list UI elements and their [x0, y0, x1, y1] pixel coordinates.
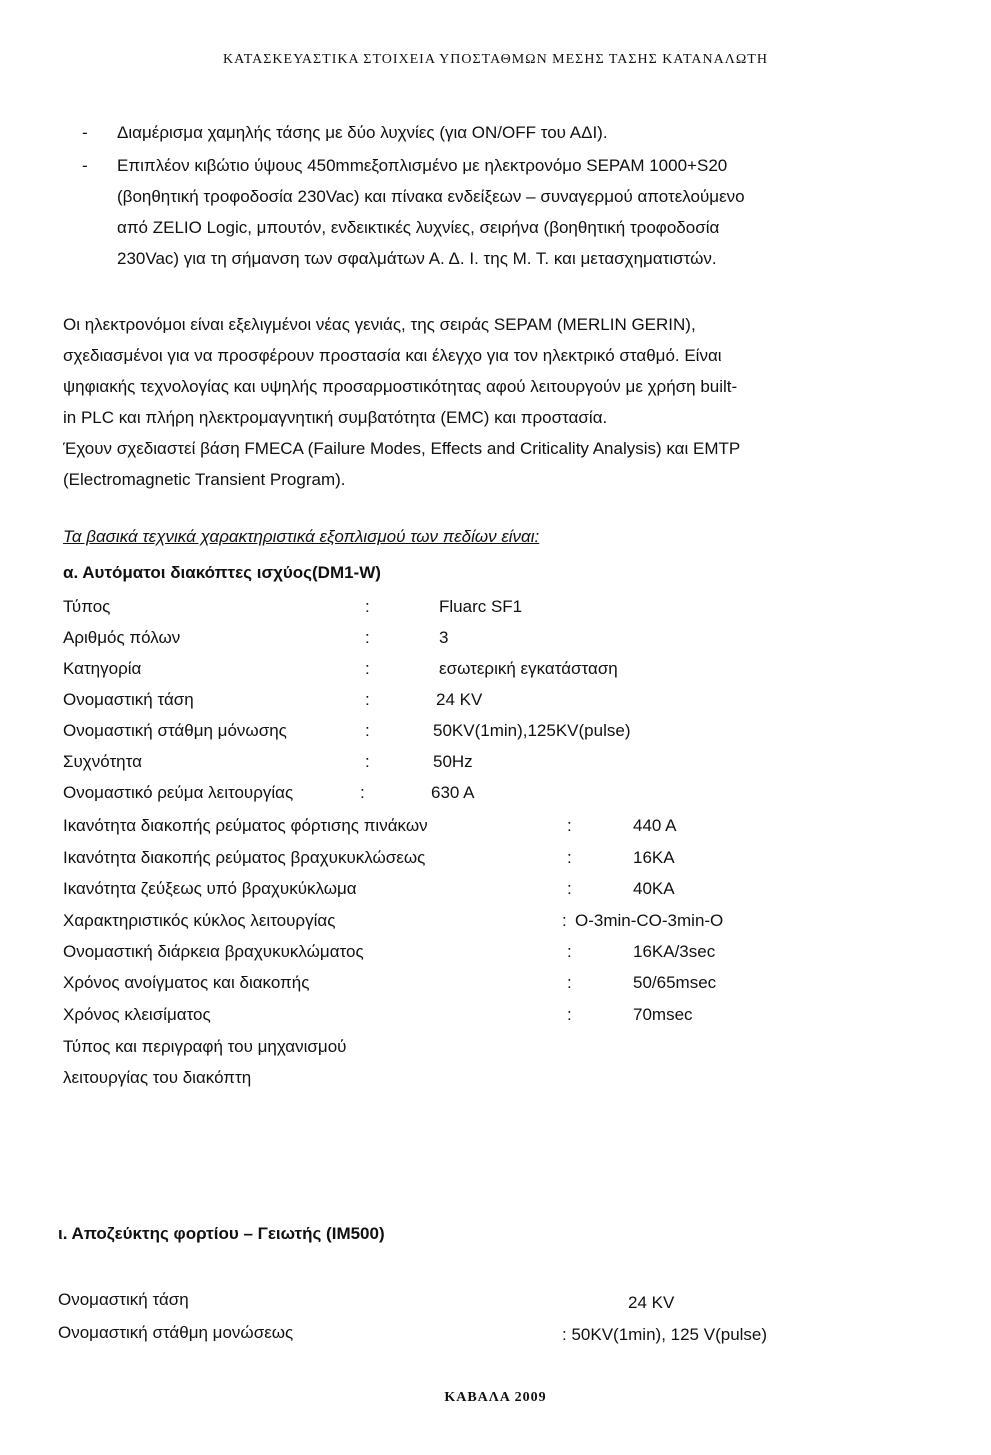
spec-label: Χρόνος κλεισίματος	[63, 1005, 211, 1024]
spec-separator: :	[567, 848, 572, 867]
spec-label: Ικανότητα ζεύξεως υπό βραχυκύκλωμα	[63, 879, 357, 898]
spec-separator: :	[365, 752, 370, 771]
bullet-dash: -	[82, 156, 88, 175]
bullet-item	[117, 150, 917, 274]
spec-separator: :	[360, 783, 365, 802]
spec-value: 16KA	[633, 848, 675, 867]
page-header: ΚΑΤΑΣΚΕΥΑΣΤΙΚΑ ΣΤΟΙΧΕΙΑ ΥΠΟΣΤΑΘΜΩΝ ΜΕΣΗΣ ΤΑΣΗΣ ΚΑΤΑΝΑΛΩΤΗ	[223, 52, 768, 67]
paragraph-line: in PLC και πλήρη ηλεκτρομαγνητική συμβατότητα (EMC) και προστασία.	[63, 408, 608, 427]
spec-label: Ονομαστική διάρκεια βραχυκυκλώματος	[63, 942, 364, 961]
paragraph-line: Οι ηλεκτρονόμοι είναι εξελιγμένοι νέας γενιάς, της σειράς SEPAM (MERLIN GERIN),	[63, 315, 696, 334]
spec-label: Αριθμός πόλων	[63, 628, 181, 647]
spec-label: Ικανότητα διακοπής ρεύματος βραχυκυκλώσεως	[63, 848, 426, 867]
bullet-line: Επιπλέον κιβώτιο ύψους 450mmεξοπλισμένο με ηλεκτρονόμο SEPAM 1000+S20	[117, 156, 728, 175]
spec-separator: :	[567, 1005, 572, 1024]
spec-value: 70msec	[633, 1005, 693, 1024]
bullet-item	[117, 117, 917, 148]
spec-separator: :	[365, 659, 370, 678]
spec-separator: :	[562, 911, 567, 930]
spec-value: 50Hz	[433, 752, 473, 771]
spec-label: Ονομαστική στάθμη μόνωσης	[63, 721, 287, 740]
bullet-dash: -	[82, 123, 88, 142]
spec-value: 16KA/3sec	[633, 942, 716, 961]
spec-value: 630 A	[431, 783, 475, 802]
mechanism-label: Τύπος και περιγραφή του μηχανισμού	[63, 1037, 347, 1056]
bullet-line: από ZELIO Logic, μπουτόν, ενδεικτικές λυχνίες, σειρήνα (βοηθητική τροφοδοσία	[117, 218, 720, 237]
bullet-line: 230Vac) για τη σήμανση των σφαλμάτων Α. Δ. Ι. της Μ. Τ. και μετασχηματιστών.	[117, 249, 717, 268]
bullet-line: (βοηθητική τροφοδοσία 230Vac) και πίνακα ενδείξεων – συναγερμού αποτελούμενο	[117, 187, 745, 206]
spec-label: Ονομαστικό ρεύμα λειτουργίας	[63, 783, 294, 802]
spec-value: 40KA	[633, 879, 675, 898]
spec-value: 440 A	[633, 816, 677, 835]
section-b-title: ι. Αποζεύκτης φορτίου – Γειωτής (ΙΜ500)	[58, 1224, 385, 1243]
spec-value: 50KV(1min),125KV(pulse)	[433, 721, 631, 740]
spec-separator: :	[567, 973, 572, 992]
spec-label: Ονομαστική τάση	[63, 690, 194, 709]
bullet-line: Διαμέρισμα χαμηλής τάσης με δύο λυχνίες (για ON/OFF του ΑΔΙ).	[117, 123, 608, 142]
intro-paragraph	[63, 309, 911, 495]
page-footer: ΚΑΒΑΛΑ 2009	[444, 1390, 547, 1405]
spec-label: Τύπος	[63, 597, 111, 616]
mechanism-label: λειτουργίας του διακόπτη	[63, 1068, 252, 1087]
spec-value: Fluarc SF1	[439, 597, 523, 616]
spec-value: 50/65msec	[633, 973, 717, 992]
paragraph-line: (Electromagnetic Transient Program).	[63, 470, 346, 489]
spec-value: : 50KV(1min), 125 V(pulse)	[562, 1325, 768, 1344]
spec-label: Ονομαστική τάση	[58, 1290, 189, 1309]
spec-label: Ικανότητα διακοπής ρεύματος φόρτισης πινάκων	[63, 816, 428, 835]
spec-value: 24 KV	[628, 1293, 675, 1312]
spec-separator: :	[567, 879, 572, 898]
spec-separator: :	[567, 816, 572, 835]
spec-label: Κατηγορία	[63, 659, 142, 678]
paragraph-line: Έχουν σχεδιαστεί βάση FMECA (Failure Modes, Effects and Criticality Analysis) και EMTP	[63, 439, 741, 458]
spec-separator: :	[365, 597, 370, 616]
paragraph-line: ψηφιακής τεχνολογίας και υψηλής προσαρμοστικότητας αφού λειτουργούν με χρήση built-	[63, 377, 738, 396]
spec-value: 24 KV	[436, 690, 483, 709]
spec-separator: :	[365, 628, 370, 647]
spec-separator: :	[567, 942, 572, 961]
spec-label: Συχνότητα	[63, 752, 142, 771]
spec-value: 3	[439, 628, 449, 647]
spec-value: εσωτερική εγκατάσταση	[439, 659, 618, 678]
section-a-title: α. Αυτόματοι διακόπτες ισχύος(DM1-W)	[63, 563, 381, 582]
spec-label: Χρόνος ανοίγματος και διακοπής	[63, 973, 310, 992]
spec-label: Ονομαστική στάθμη μονώσεως	[58, 1323, 294, 1342]
spec-separator: :	[365, 690, 370, 709]
spec-label: Χαρακτηριστικός κύκλος λειτουργίας	[63, 911, 336, 930]
spec-value: O-3min-CO-3min-O	[575, 911, 724, 930]
spec-separator: :	[365, 721, 370, 740]
features-subtitle: Τα βασικά τεχνικά χαρακτηριστικά εξοπλισμού των πεδίων είναι:	[63, 527, 540, 546]
paragraph-line: σχεδιασμένοι για να προσφέρουν προστασία και έλεγχο για τον ηλεκτρικό σταθμό. Είναι	[63, 346, 722, 365]
